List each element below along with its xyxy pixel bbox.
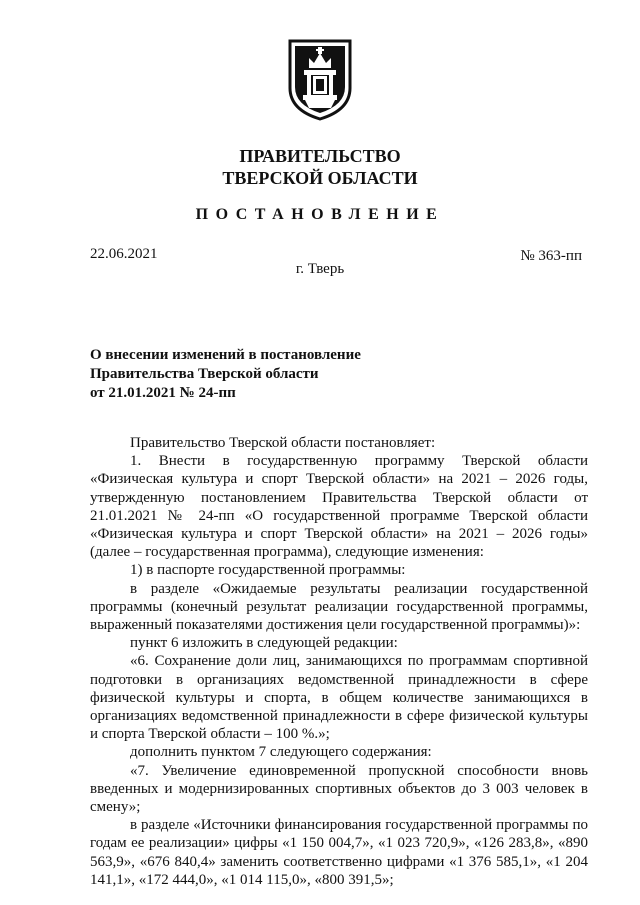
body-paragraph: Правительство Тверской области постановляет: (130, 435, 436, 451)
subject-line: О внесении изменений в постановление (90, 347, 361, 363)
document-city: г. Тверь (295, 261, 345, 277)
document-subject (90, 346, 390, 403)
body-paragraph: «6. Сохранение доли лиц, занимающихся по программам спортивной подготовки в организациях ведомственной принадлежности в сфере физической культуры и спорта, в общем количестве занимающихся в организациях ведомственной принадлежности в сфере физической культуры и спорта Тверской области – 100 %.»; (90, 653, 588, 743)
document-body (90, 434, 588, 889)
body-paragraph: в разделе «Источники финансирования государственной программы по годам ее реализации» цифры «1 150 004,7», «1 023 720,9», «126 283,8», «890 563,9», «676 840,4» заменить соответственно цифрами «1 376 585,1», «1 204 141,1», «172 444,0», «1 014 115,0», «800 391,5»; (90, 817, 588, 888)
document-date: 22.06.2021 (90, 246, 158, 262)
document-number: № 363-пп (520, 248, 582, 264)
organization-name-line1: ПРАВИТЕЛЬСТВО (239, 146, 401, 166)
body-paragraph: дополнить пунктом 7 следующего содержания: (130, 744, 432, 761)
subject-line: от 21.01.2021 № 24-пп (90, 385, 236, 401)
document-type: ПОСТАНОВЛЕНИЕ (195, 206, 445, 223)
body-paragraph: 1. Внести в государственную программу Тверской области «Физическая культура и спорт Тверской области» на 2021 – 2026 годы, утвержденную постановлением Правительства Тверской области от 21.01.2021 № 24-пп «О государственной программе Тверской области «Физическая культура и спорт Тверской области» на 2021 – 2026 годы» (далее – государственная программа), следующие изменения: (90, 453, 588, 561)
tver-coat-of-arms-icon (287, 38, 353, 122)
body-paragraph: пункт 6 изложить в следующей редакции: (130, 635, 398, 652)
subject-line: Правительства Тверской области (90, 366, 319, 382)
body-paragraph: «7. Увеличение единовременной пропускной способности вновь введенных и модернизированных спортивных объектов до 3 003 человек в смену»; (90, 762, 588, 816)
organization-name-line2: ТВЕРСКОЙ ОБЛАСТИ (222, 168, 418, 188)
body-paragraph: 1) в паспорте государственной программы: (130, 562, 406, 579)
body-paragraph: в разделе «Ожидаемые результаты реализации государственной программы (конечный результат реализации государственной программы, выраженный показателями достижения цели государственной программы)»: (90, 580, 588, 634)
